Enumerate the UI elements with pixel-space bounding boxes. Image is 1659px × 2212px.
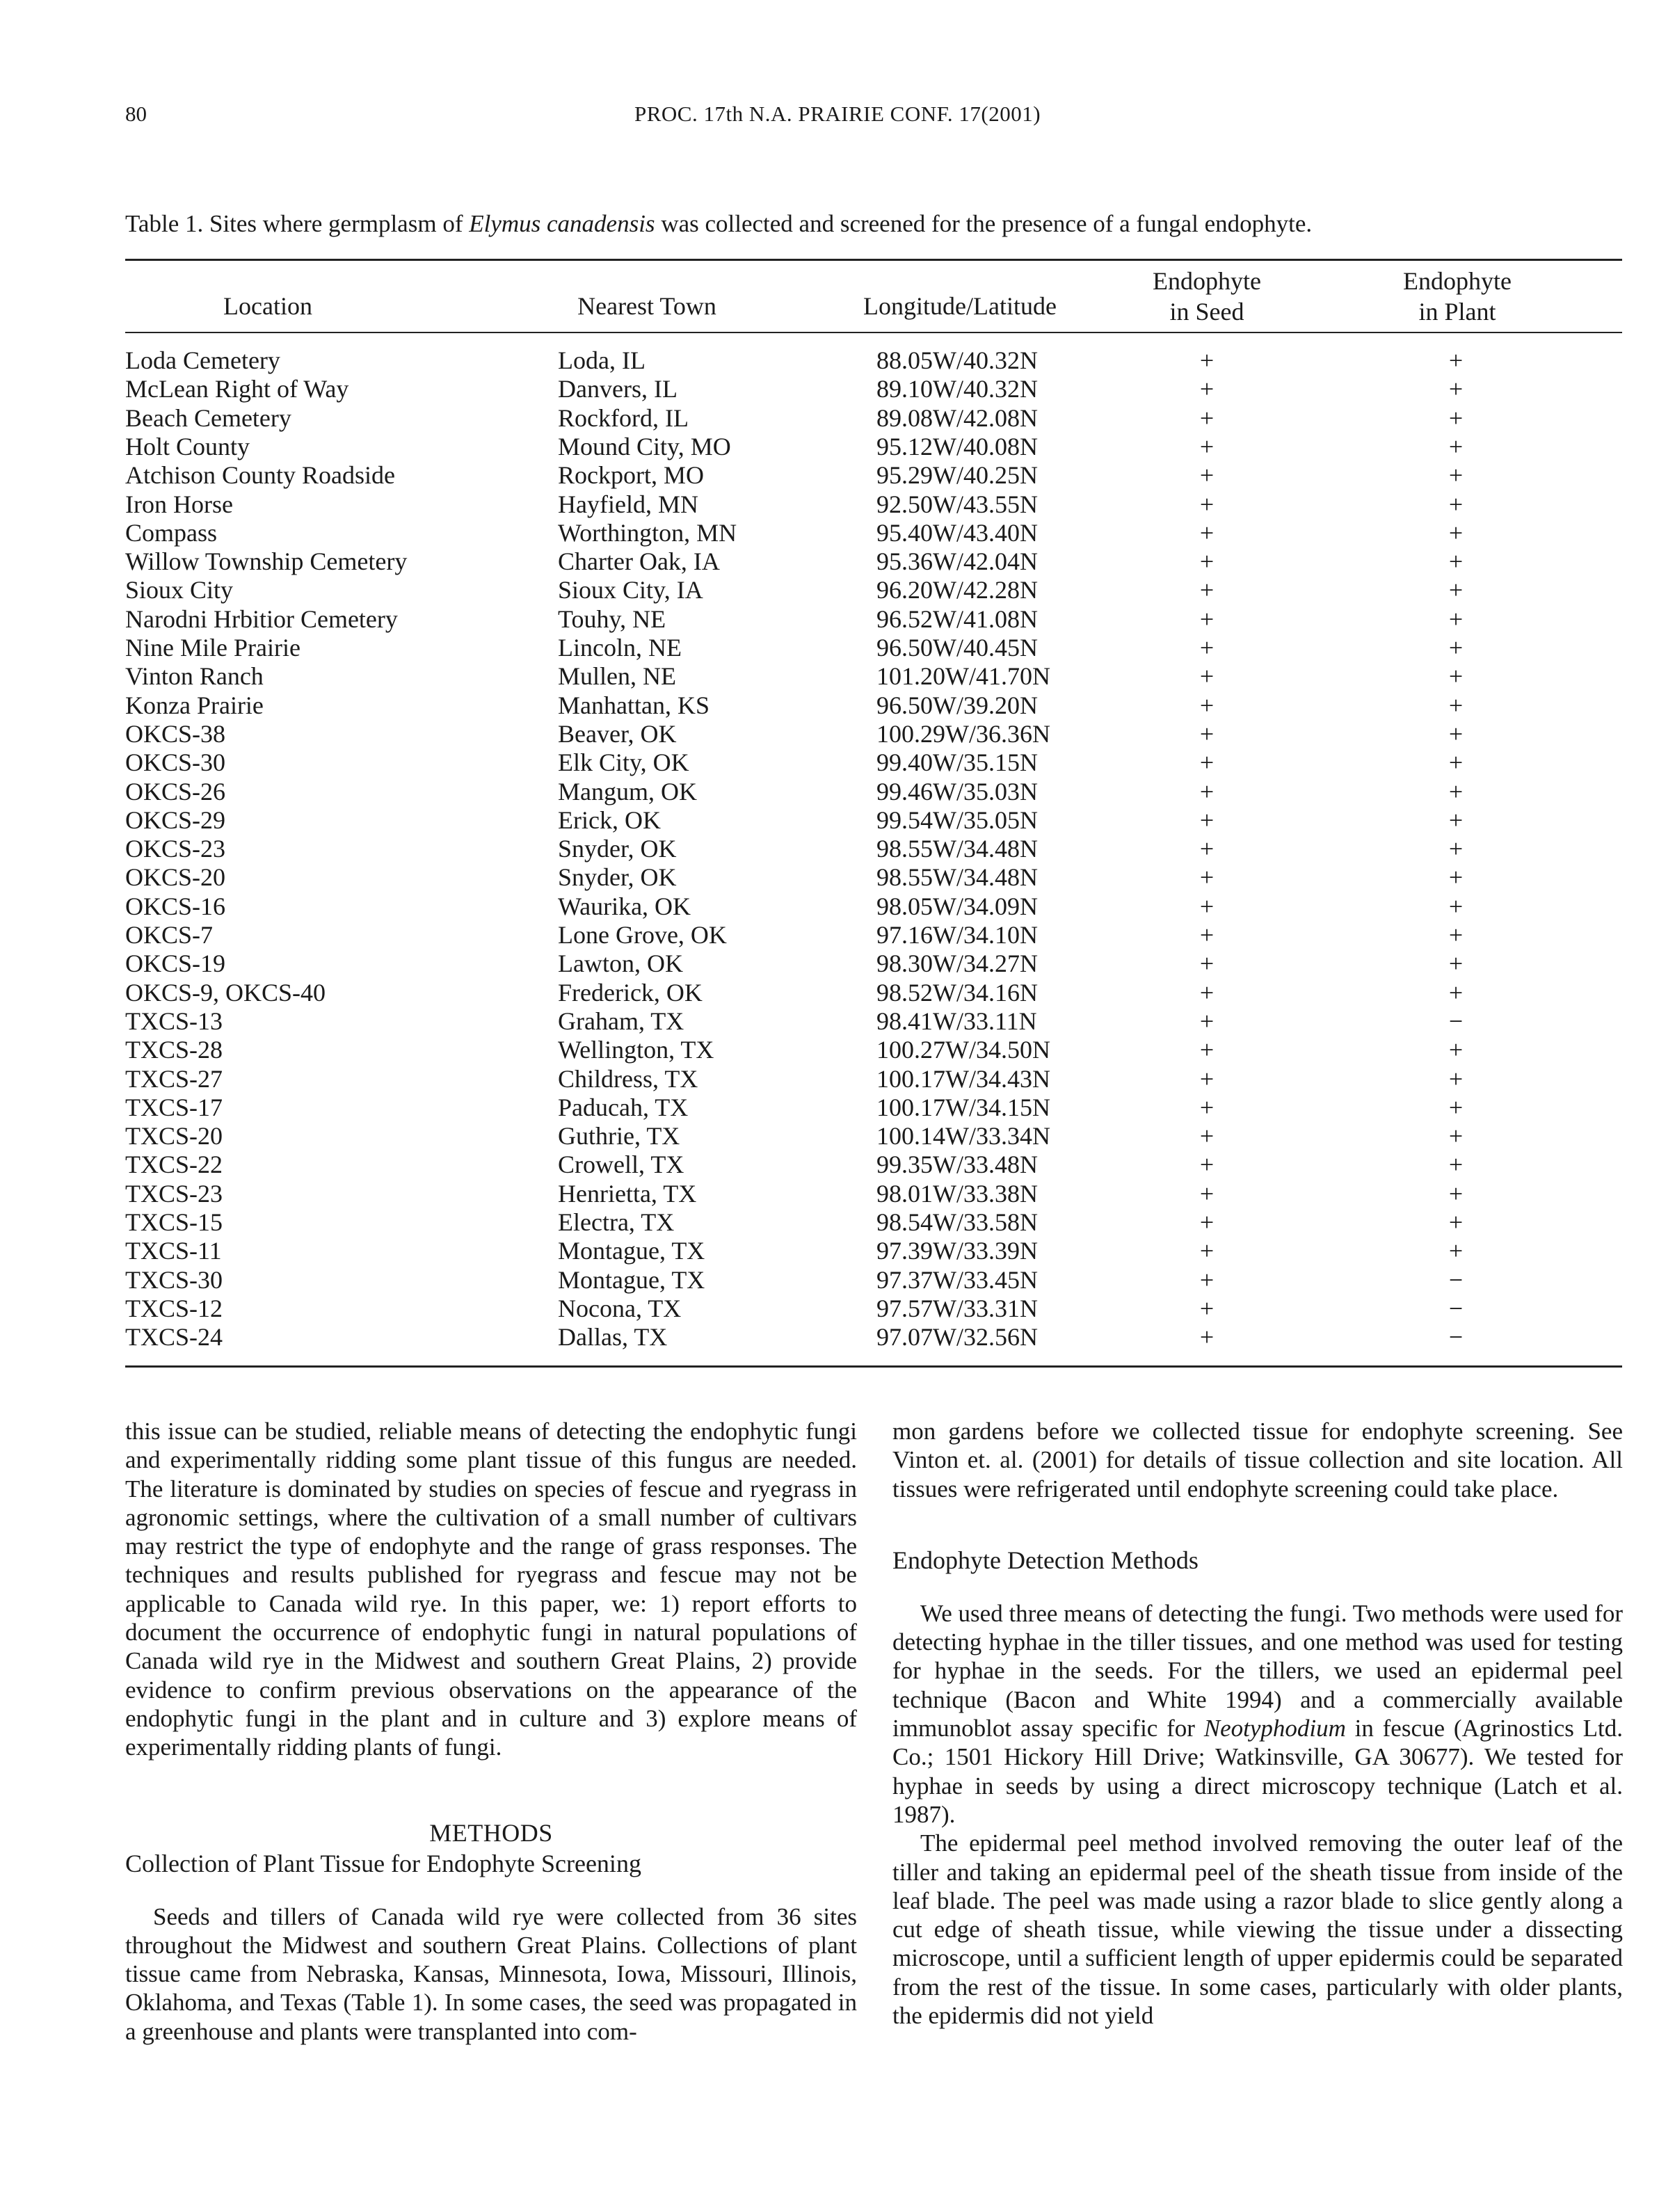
cell-longitude-latitude: 100.14W/33.34N bbox=[876, 1122, 1050, 1151]
cell-nearest-town: Mound City, MO bbox=[558, 432, 731, 460]
cell-location: TXCS-30 bbox=[125, 1265, 223, 1294]
cell-nearest-town: Rockport, MO bbox=[558, 461, 704, 490]
cell-nearest-town: Frederick, OK bbox=[558, 978, 703, 1007]
cell-longitude-latitude: 100.17W/34.43N bbox=[876, 1064, 1050, 1093]
cell-nearest-town: Crowell, TX bbox=[558, 1151, 684, 1179]
table-row bbox=[0, 1266, 1659, 1295]
table-row bbox=[0, 662, 1659, 691]
cell-endophyte-plant: + bbox=[1448, 346, 1464, 374]
cell-endophyte-plant: + bbox=[1448, 748, 1464, 777]
cell-endophyte-seed: + bbox=[1199, 1237, 1215, 1265]
cell-endophyte-plant: + bbox=[1448, 921, 1464, 949]
cell-endophyte-plant: − bbox=[1448, 1323, 1464, 1352]
cell-longitude-latitude: 89.10W/40.32N bbox=[876, 375, 1038, 403]
collection-paragraph: Seeds and tillers of Canada wild rye were collected from 36 sites throughout the Midwest and southern Great Plains. Collections of plant tissue came from Nebraska, Kansas, Minnesota, Iowa, Missouri, Illinois, Oklahoma, and Texas (Table 1). In some cases, the seed was propagated in a greenhouse and plants were transplanted into com- bbox=[125, 1902, 857, 2045]
table-caption: Table 1. Sites where germplasm of Elymus canadensis was collected and screened for the presence of a fungal endophyte. bbox=[125, 210, 1313, 237]
cell-endophyte-seed: + bbox=[1199, 921, 1215, 949]
cell-location: Compass bbox=[125, 518, 218, 547]
cell-longitude-latitude: 98.41W/33.11N bbox=[876, 1007, 1037, 1035]
cell-location: TXCS-24 bbox=[125, 1323, 223, 1352]
cell-longitude-latitude: 100.29W/36.36N bbox=[876, 719, 1050, 748]
cell-location: OKCS-20 bbox=[125, 863, 226, 892]
cell-longitude-latitude: 92.50W/43.55N bbox=[876, 490, 1038, 518]
table-row bbox=[0, 720, 1659, 748]
cell-location: OKCS-16 bbox=[125, 892, 226, 920]
cell-endophyte-seed: + bbox=[1199, 576, 1215, 604]
cell-endophyte-seed: + bbox=[1199, 634, 1215, 662]
cell-nearest-town: Henrietta, TX bbox=[558, 1179, 697, 1208]
species-name: Elymus canadensis bbox=[469, 210, 655, 237]
cell-longitude-latitude: 89.08W/42.08N bbox=[876, 403, 1038, 432]
table-row bbox=[0, 634, 1659, 662]
cell-endophyte-plant: + bbox=[1448, 949, 1464, 978]
cell-endophyte-plant: + bbox=[1448, 1237, 1464, 1265]
collection-heading: Collection of Plant Tissue for Endophyte Screening bbox=[125, 1849, 641, 1877]
cell-longitude-latitude: 95.12W/40.08N bbox=[876, 432, 1038, 460]
cell-location: TXCS-20 bbox=[125, 1122, 223, 1151]
cell-endophyte-plant: + bbox=[1448, 1151, 1464, 1179]
cell-endophyte-seed: + bbox=[1199, 719, 1215, 748]
header-nearest-town: Nearest Town bbox=[577, 292, 716, 320]
cell-endophyte-seed: + bbox=[1199, 1294, 1215, 1322]
table-row bbox=[0, 547, 1659, 576]
cell-endophyte-plant: − bbox=[1448, 1007, 1464, 1035]
header-endophyte-seed: Endophyte in Seed bbox=[1153, 267, 1261, 326]
cell-endophyte-seed: + bbox=[1199, 432, 1215, 460]
table-row bbox=[0, 1323, 1659, 1352]
table-row bbox=[0, 979, 1659, 1007]
cell-endophyte-seed: + bbox=[1199, 978, 1215, 1007]
cell-longitude-latitude: 101.20W/41.70N bbox=[876, 662, 1050, 691]
page-header bbox=[0, 102, 1659, 136]
methods-heading: METHODS bbox=[429, 1818, 553, 1847]
cell-endophyte-plant: + bbox=[1448, 835, 1464, 863]
cell-endophyte-plant: + bbox=[1448, 518, 1464, 547]
cell-endophyte-plant: + bbox=[1448, 1093, 1464, 1121]
table-row bbox=[0, 1237, 1659, 1265]
table-row bbox=[0, 1093, 1659, 1122]
cell-location: OKCS-7 bbox=[125, 921, 214, 949]
cell-location: Sioux City bbox=[125, 576, 234, 604]
cell-nearest-town: Touhy, NE bbox=[558, 604, 666, 633]
cell-location: Loda Cemetery bbox=[125, 346, 280, 374]
cell-endophyte-seed: + bbox=[1199, 1007, 1215, 1035]
cell-nearest-town: Danvers, IL bbox=[558, 375, 678, 403]
cell-endophyte-seed: + bbox=[1199, 490, 1215, 518]
cell-nearest-town: Guthrie, TX bbox=[558, 1122, 680, 1151]
cell-endophyte-seed: + bbox=[1199, 949, 1215, 978]
cell-endophyte-seed: + bbox=[1199, 835, 1215, 863]
cell-endophyte-plant: − bbox=[1448, 1265, 1464, 1294]
cell-longitude-latitude: 96.20W/42.28N bbox=[876, 576, 1038, 604]
table-row bbox=[0, 1151, 1659, 1179]
table-row bbox=[0, 949, 1659, 978]
cell-location: OKCS-29 bbox=[125, 806, 226, 834]
cell-longitude-latitude: 97.37W/33.45N bbox=[876, 1265, 1038, 1294]
cell-location: TXCS-23 bbox=[125, 1179, 223, 1208]
cell-nearest-town: Erick, OK bbox=[558, 806, 661, 834]
cell-longitude-latitude: 95.36W/42.04N bbox=[876, 547, 1038, 576]
cell-nearest-town: Charter Oak, IA bbox=[558, 547, 720, 576]
cell-nearest-town: Lincoln, NE bbox=[558, 634, 682, 662]
cell-nearest-town: Montague, TX bbox=[558, 1265, 705, 1294]
cell-location: OKCS-26 bbox=[125, 777, 226, 806]
cell-endophyte-plant: + bbox=[1448, 1179, 1464, 1208]
cell-longitude-latitude: 98.54W/33.58N bbox=[876, 1208, 1038, 1236]
cell-endophyte-seed: + bbox=[1199, 1093, 1215, 1121]
cell-location: OKCS-23 bbox=[125, 835, 226, 863]
cell-longitude-latitude: 98.01W/33.38N bbox=[876, 1179, 1038, 1208]
intro-paragraph: this issue can be studied, reliable means of detecting the endophytic fungi and experimentally ridding some plant tissue of this fungus are needed. The literature is dominated by studies on species of fescue and ryegrass in agronomic settings, where the cultivation of a small number of cultivars may restrict the type of endophyte and the range of grass responses. The techniques and results published for ryegrass and fescue may not be applicable to Canada wild rye. In this paper, we: 1) report efforts to document the occurrence of endophytic fungi in natural populations of Canada wild rye in the Midwest and southern Great Plains, 2) provide evidence to confirm previous observations on the appearance of the endophytic fungi in the plant and in culture and 3) explore means of experimentally ridding plants of fungi. bbox=[125, 1418, 857, 1761]
table-row bbox=[0, 461, 1659, 490]
cell-endophyte-plant: + bbox=[1448, 806, 1464, 834]
cell-location: TXCS-17 bbox=[125, 1093, 223, 1121]
cell-nearest-town: Manhattan, KS bbox=[558, 691, 710, 719]
table-body bbox=[0, 346, 1659, 1362]
cell-location: Atchison County Roadside bbox=[125, 461, 395, 490]
cell-endophyte-seed: + bbox=[1199, 461, 1215, 490]
cell-longitude-latitude: 99.40W/35.15N bbox=[876, 748, 1038, 777]
table-row bbox=[0, 1007, 1659, 1036]
right-column bbox=[892, 1417, 1623, 2030]
cell-endophyte-seed: + bbox=[1199, 375, 1215, 403]
cell-location: TXCS-11 bbox=[125, 1237, 222, 1265]
cell-location: Beach Cemetery bbox=[125, 403, 291, 432]
cell-location: Vinton Ranch bbox=[125, 662, 264, 691]
cell-endophyte-plant: + bbox=[1448, 1064, 1464, 1093]
cell-endophyte-seed: + bbox=[1199, 1179, 1215, 1208]
cell-longitude-latitude: 99.35W/33.48N bbox=[876, 1151, 1038, 1179]
cell-endophyte-seed: + bbox=[1199, 518, 1215, 547]
cell-endophyte-seed: + bbox=[1199, 1064, 1215, 1093]
table-row bbox=[0, 605, 1659, 634]
table-header-rule bbox=[125, 332, 1622, 333]
cell-endophyte-seed: + bbox=[1199, 892, 1215, 920]
cell-longitude-latitude: 97.16W/34.10N bbox=[876, 921, 1038, 949]
table-row bbox=[0, 519, 1659, 547]
cell-location: TXCS-28 bbox=[125, 1036, 223, 1064]
cell-endophyte-seed: + bbox=[1199, 748, 1215, 777]
cell-endophyte-plant: + bbox=[1448, 691, 1464, 719]
table-bottom-rule bbox=[125, 1365, 1622, 1368]
cell-longitude-latitude: 98.52W/34.16N bbox=[876, 978, 1038, 1007]
table-row bbox=[0, 835, 1659, 863]
cell-nearest-town: Loda, IL bbox=[558, 346, 646, 374]
cell-endophyte-seed: + bbox=[1199, 403, 1215, 432]
cell-nearest-town: Wellington, TX bbox=[558, 1036, 714, 1064]
table-row bbox=[0, 490, 1659, 519]
cell-location: TXCS-27 bbox=[125, 1064, 223, 1093]
header-location: Location bbox=[223, 292, 312, 320]
table-row bbox=[0, 1122, 1659, 1151]
cell-nearest-town: Snyder, OK bbox=[558, 835, 677, 863]
cell-longitude-latitude: 100.27W/34.50N bbox=[876, 1036, 1050, 1064]
cell-nearest-town: Nocona, TX bbox=[558, 1294, 682, 1322]
cell-location: TXCS-13 bbox=[125, 1007, 223, 1035]
table-row bbox=[0, 1036, 1659, 1064]
cell-endophyte-plant: + bbox=[1448, 719, 1464, 748]
table-row bbox=[0, 748, 1659, 777]
cell-nearest-town: Rockford, IL bbox=[558, 403, 689, 432]
cell-location: Willow Township Cemetery bbox=[125, 547, 408, 576]
cell-longitude-latitude: 97.39W/33.39N bbox=[876, 1237, 1038, 1265]
cell-endophyte-seed: + bbox=[1199, 604, 1215, 633]
cell-nearest-town: Montague, TX bbox=[558, 1237, 705, 1265]
cell-longitude-latitude: 99.46W/35.03N bbox=[876, 777, 1038, 806]
cell-nearest-town: Lawton, OK bbox=[558, 949, 683, 978]
cell-nearest-town: Sioux City, IA bbox=[558, 576, 703, 604]
cell-longitude-latitude: 97.07W/32.56N bbox=[876, 1323, 1038, 1352]
cell-endophyte-seed: + bbox=[1199, 1323, 1215, 1352]
table-row bbox=[0, 892, 1659, 921]
cell-endophyte-seed: + bbox=[1199, 1265, 1215, 1294]
cell-endophyte-seed: + bbox=[1199, 863, 1215, 892]
cell-longitude-latitude: 96.50W/40.45N bbox=[876, 634, 1038, 662]
cell-endophyte-plant: − bbox=[1448, 1294, 1464, 1322]
cell-endophyte-seed: + bbox=[1199, 547, 1215, 576]
cell-nearest-town: Mangum, OK bbox=[558, 777, 697, 806]
cell-endophyte-plant: + bbox=[1448, 1036, 1464, 1064]
cell-endophyte-plant: + bbox=[1448, 777, 1464, 806]
page-number: 80 bbox=[125, 102, 147, 126]
cell-location: OKCS-38 bbox=[125, 719, 226, 748]
cell-longitude-latitude: 98.55W/34.48N bbox=[876, 835, 1038, 863]
cell-longitude-latitude: 98.05W/34.09N bbox=[876, 892, 1038, 920]
cell-endophyte-plant: + bbox=[1448, 403, 1464, 432]
cell-endophyte-plant: + bbox=[1448, 662, 1464, 691]
cell-endophyte-plant: + bbox=[1448, 432, 1464, 460]
cell-nearest-town: Graham, TX bbox=[558, 1007, 684, 1035]
continuation-paragraph: mon gardens before we collected tissue for endophyte screening. See Vinton et. al. (2001) for details of tissue collection and site location. All tissues were refrigerated until endophyte screening could take place. bbox=[892, 1418, 1623, 1502]
cell-nearest-town: Hayfield, MN bbox=[558, 490, 698, 518]
journal-title: PROC. 17th N.A. PRAIRIE CONF. 17(2001) bbox=[634, 102, 1041, 126]
cell-endophyte-seed: + bbox=[1199, 1208, 1215, 1236]
genus-name: Neotyphodium bbox=[1203, 1715, 1346, 1742]
header-longitude-latitude: Longitude/Latitude bbox=[863, 292, 1057, 320]
cell-nearest-town: Mullen, NE bbox=[558, 662, 676, 691]
cell-endophyte-seed: + bbox=[1199, 1151, 1215, 1179]
cell-longitude-latitude: 97.57W/33.31N bbox=[876, 1294, 1038, 1322]
cell-longitude-latitude: 88.05W/40.32N bbox=[876, 346, 1038, 374]
cell-endophyte-plant: + bbox=[1448, 576, 1464, 604]
cell-nearest-town: Waurika, OK bbox=[558, 892, 691, 920]
cell-endophyte-seed: + bbox=[1199, 1036, 1215, 1064]
cell-endophyte-plant: + bbox=[1448, 1208, 1464, 1236]
cell-endophyte-plant: + bbox=[1448, 490, 1464, 518]
cell-endophyte-plant: + bbox=[1448, 863, 1464, 892]
cell-endophyte-plant: + bbox=[1448, 547, 1464, 576]
cell-longitude-latitude: 96.52W/41.08N bbox=[876, 604, 1038, 633]
cell-location: Holt County bbox=[125, 432, 250, 460]
cell-longitude-latitude: 96.50W/39.20N bbox=[876, 691, 1038, 719]
cell-location: Konza Prairie bbox=[125, 691, 264, 719]
cell-longitude-latitude: 100.17W/34.15N bbox=[876, 1093, 1050, 1121]
cell-endophyte-seed: + bbox=[1199, 1122, 1215, 1151]
header-endophyte-plant: Endophyte in Plant bbox=[1403, 267, 1512, 326]
cell-nearest-town: Electra, TX bbox=[558, 1208, 675, 1236]
cell-endophyte-seed: + bbox=[1199, 777, 1215, 806]
cell-location: TXCS-12 bbox=[125, 1294, 223, 1322]
table-row bbox=[0, 1208, 1659, 1237]
cell-endophyte-seed: + bbox=[1199, 691, 1215, 719]
detection-paragraph-1: We used three means of detecting the fungi. Two methods were used for detecting hyphae in the tiller tissues, and one method was used for testing for hyphae in the seeds. For the tillers, we used an epidermal peel technique (Bacon and White 1994) and a commercially available immunoblot assay specific for Neotyphodium in fescue (Agrinostics Ltd. Co.; 1501 Hickory Hill Drive; Watkinsville, GA 30677). We tested for hyphae in seeds by using a direct microscopy technique (Latch et al. 1987). bbox=[892, 1599, 1623, 1828]
table-row bbox=[0, 346, 1659, 375]
cell-longitude-latitude: 98.30W/34.27N bbox=[876, 949, 1038, 978]
table-row bbox=[0, 404, 1659, 433]
cell-endophyte-plant: + bbox=[1448, 634, 1464, 662]
table-row bbox=[0, 806, 1659, 835]
cell-location: Iron Horse bbox=[125, 490, 233, 518]
table-row bbox=[0, 375, 1659, 403]
cell-nearest-town: Elk City, OK bbox=[558, 748, 689, 777]
left-column bbox=[125, 1417, 857, 2046]
cell-location: TXCS-15 bbox=[125, 1208, 223, 1236]
cell-nearest-town: Worthington, MN bbox=[558, 518, 737, 547]
cell-longitude-latitude: 99.54W/35.05N bbox=[876, 806, 1038, 834]
table-row bbox=[0, 1295, 1659, 1323]
table-row bbox=[0, 863, 1659, 892]
cell-endophyte-plant: + bbox=[1448, 1122, 1464, 1151]
cell-nearest-town: Snyder, OK bbox=[558, 863, 677, 892]
table-row bbox=[0, 1065, 1659, 1093]
detection-paragraph-2: The epidermal peel method involved removing the outer leaf of the tiller and taking an epidermal peel of the sheath tissue from inside of the leaf blade. The peel was made using a razor blade to slice gently along a cut edge of sheath tissue, while viewing the tissue under a dissecting microscope, until a sufficient length of upper epidermis could be separated from the rest of the tissue. In some cases, particularly with older plants, the epidermis did not yield bbox=[892, 1829, 1623, 2030]
table-row bbox=[0, 778, 1659, 806]
cell-longitude-latitude: 95.29W/40.25N bbox=[876, 461, 1038, 490]
cell-nearest-town: Dallas, TX bbox=[558, 1323, 668, 1352]
cell-endophyte-plant: + bbox=[1448, 461, 1464, 490]
cell-endophyte-seed: + bbox=[1199, 806, 1215, 834]
cell-endophyte-seed: + bbox=[1199, 662, 1215, 691]
table-row bbox=[0, 576, 1659, 604]
cell-endophyte-plant: + bbox=[1448, 978, 1464, 1007]
table-row bbox=[0, 691, 1659, 720]
cell-location: Nine Mile Prairie bbox=[125, 634, 300, 662]
cell-endophyte-plant: + bbox=[1448, 375, 1464, 403]
table-row bbox=[0, 1180, 1659, 1208]
cell-location: Narodni Hrbitior Cemetery bbox=[125, 604, 398, 633]
cell-endophyte-plant: + bbox=[1448, 604, 1464, 633]
cell-nearest-town: Lone Grove, OK bbox=[558, 921, 727, 949]
table-row bbox=[0, 433, 1659, 461]
cell-longitude-latitude: 95.40W/43.40N bbox=[876, 518, 1038, 547]
detection-heading: Endophyte Detection Methods bbox=[892, 1546, 1199, 1574]
cell-longitude-latitude: 98.55W/34.48N bbox=[876, 863, 1038, 892]
table-header bbox=[0, 266, 1659, 330]
cell-endophyte-plant: + bbox=[1448, 892, 1464, 920]
cell-location: OKCS-30 bbox=[125, 748, 226, 777]
cell-location: TXCS-22 bbox=[125, 1151, 223, 1179]
cell-nearest-town: Beaver, OK bbox=[558, 719, 677, 748]
cell-nearest-town: Childress, TX bbox=[558, 1064, 698, 1093]
table-top-rule bbox=[125, 259, 1622, 261]
cell-location: OKCS-19 bbox=[125, 949, 226, 978]
cell-endophyte-seed: + bbox=[1199, 346, 1215, 374]
cell-location: OKCS-9, OKCS-40 bbox=[125, 978, 326, 1007]
cell-nearest-town: Paducah, TX bbox=[558, 1093, 689, 1121]
cell-location: McLean Right of Way bbox=[125, 375, 349, 403]
table-row bbox=[0, 921, 1659, 949]
